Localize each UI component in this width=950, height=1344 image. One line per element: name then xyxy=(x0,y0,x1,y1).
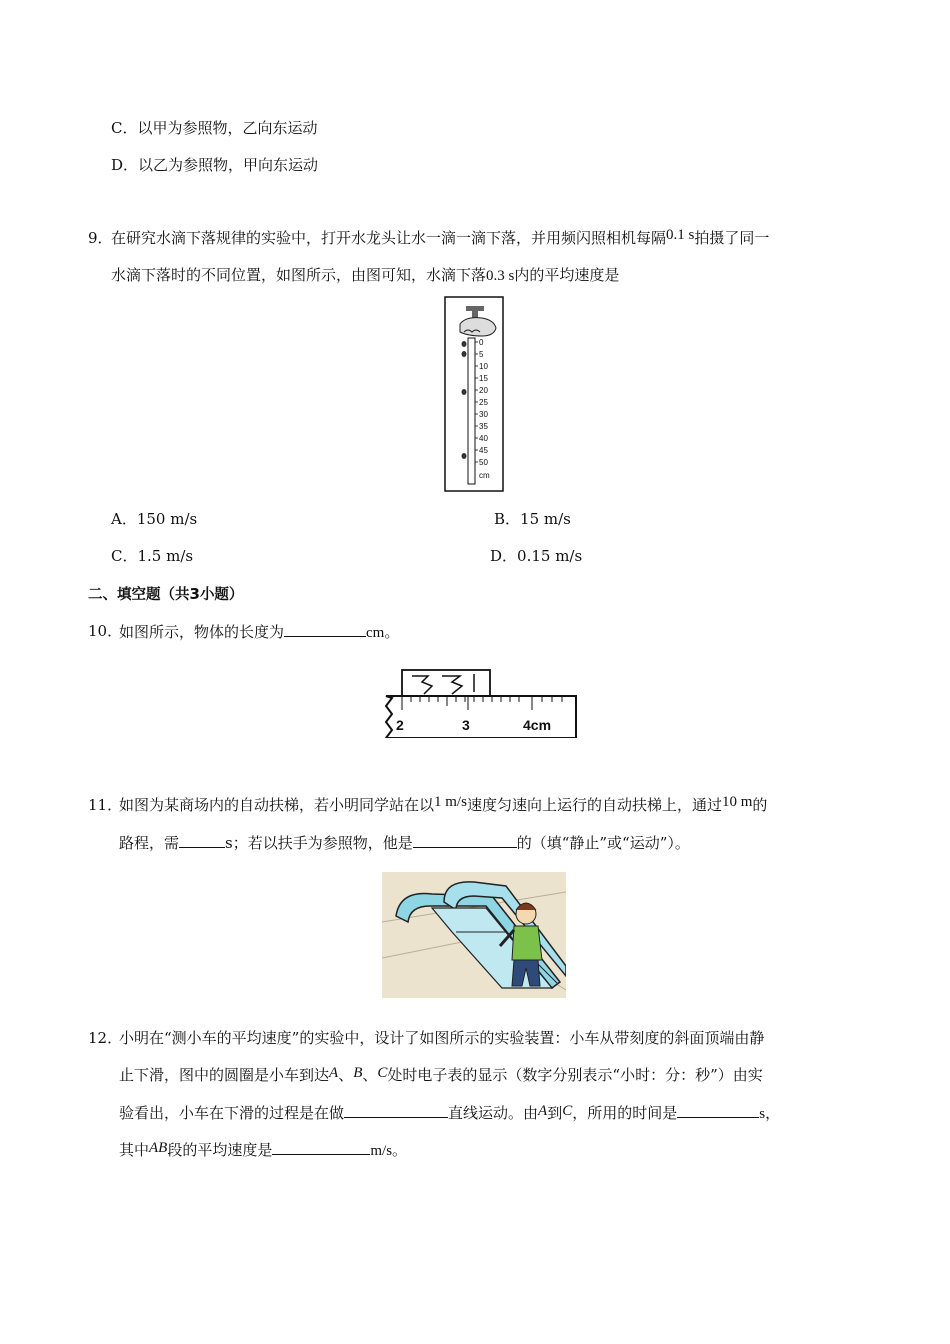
q12-stem-text: 段的平均速度是 xyxy=(167,1141,273,1159)
q12-unit-ms: m/s。 xyxy=(370,1143,408,1159)
section-heading-text: 小题） xyxy=(199,587,244,603)
q8-option-c: C．以甲为参照物，乙向东运动 xyxy=(111,119,318,137)
q12-separator: 、 xyxy=(338,1066,354,1084)
scale-label: 5 xyxy=(479,350,484,359)
scale-label: 40 xyxy=(479,434,488,443)
q12-stem-text: 验看出，小车在下滑的过程是在做 xyxy=(119,1104,345,1122)
scale-label: 0 xyxy=(479,338,484,347)
q10-stem xyxy=(119,621,399,643)
q11-stem-text: 的 xyxy=(752,796,768,814)
scale-label: 35 xyxy=(479,422,488,431)
q9-interval: 0.1 s xyxy=(666,227,695,243)
section-count: 3 xyxy=(189,585,200,603)
ruler-label: 2 xyxy=(396,717,404,733)
q9-option-a[interactable]: A．150 m/s xyxy=(111,510,198,528)
scale-label: 15 xyxy=(479,374,488,383)
water-drop xyxy=(462,341,467,347)
q12-stem-text: 止下滑，图中的圆圈是小车到达 xyxy=(119,1066,330,1084)
q12-unit-s: s， xyxy=(759,1106,781,1122)
q9-stem-text: 内的平均速度是 xyxy=(514,266,620,284)
q12-stem-line4 xyxy=(119,1139,407,1161)
scale-label: 10 xyxy=(479,362,488,371)
q10-number: 10． xyxy=(88,622,123,640)
point-a: A xyxy=(538,1103,548,1119)
q8-option-d: D．以乙为参照物，甲向东运动 xyxy=(111,156,319,174)
q12-answer-blank-motion[interactable] xyxy=(344,1102,448,1118)
q11-stem-text: s；若以扶手为参照物，他是 xyxy=(225,834,413,852)
q10-answer-blank[interactable] xyxy=(284,621,366,637)
scale-label: cm xyxy=(479,471,490,480)
q12-answer-blank-speed[interactable] xyxy=(272,1139,370,1155)
q12-answer-blank-time[interactable] xyxy=(677,1102,759,1118)
q9-duration: 0.3 s xyxy=(486,268,515,284)
q12-stem-line1: 小明在“测小车的平均速度”的实验中，设计了如图所示的实验装置：小车从带刻度的斜面顶端由静 xyxy=(119,1029,765,1047)
scale-label: 25 xyxy=(479,398,488,407)
point-a: A xyxy=(329,1065,339,1081)
q9-stem-text: 拍摄了同一 xyxy=(694,229,770,247)
q9-number: 9． xyxy=(88,229,113,247)
scale-label: 30 xyxy=(479,410,488,419)
q11-figure-escalator xyxy=(382,872,566,998)
point-c: C xyxy=(377,1065,388,1081)
q9-option-b[interactable]: B．15 m/s xyxy=(494,510,571,528)
q11-distance: 10 m xyxy=(721,794,753,810)
q11-stem-text: 路程，需 xyxy=(119,834,180,852)
point-b: B xyxy=(353,1065,363,1081)
q9-option-c[interactable]: C．1.5 m/s xyxy=(111,547,194,565)
q11-speed: 1 m/s xyxy=(434,794,467,810)
ruler-label: 4cm xyxy=(523,717,552,733)
water-drop xyxy=(462,389,467,395)
q12-stem-text: ，所用的时间是 xyxy=(572,1104,678,1122)
q9-stem-line2 xyxy=(111,265,619,286)
q11-answer-blank-state[interactable] xyxy=(413,832,517,848)
scale-label: 50 xyxy=(479,458,488,467)
q11-stem-text: 速度匀速向上运行的自动扶梯上，通过 xyxy=(466,796,722,814)
q9-stem-text: 水滴下落时的不同位置，如图所示，由图可知，水滴下落 xyxy=(111,266,487,284)
q9-stem-line1 xyxy=(111,228,769,249)
q12-stem-text: 到 xyxy=(547,1104,563,1122)
q12-stem-line2 xyxy=(119,1065,763,1086)
q10-unit: cm。 xyxy=(366,625,400,641)
q12-number: 12． xyxy=(88,1029,123,1047)
water-drop xyxy=(462,453,467,459)
q12-separator: 、 xyxy=(362,1066,378,1084)
q11-answer-blank-time[interactable] xyxy=(179,832,225,848)
ruler-label: 3 xyxy=(462,717,470,733)
q11-number: 11． xyxy=(88,796,123,814)
q11-stem-text: 如图为某商场内的自动扶梯，若小明同学站在以 xyxy=(119,796,435,814)
water-drop xyxy=(462,351,467,357)
q9-figure-faucet-scale xyxy=(444,296,504,492)
q9-stem-text: 在研究水滴下落规律的实验中，打开水龙头让水一滴一滴下落，并用频闪照相机每隔 xyxy=(111,229,667,247)
scale-label: 20 xyxy=(479,386,488,395)
section-heading-text: 二、填空题（共 xyxy=(88,587,190,603)
q11-stem-line2 xyxy=(119,832,690,853)
q12-stem-text: 直线运动。由 xyxy=(448,1104,539,1122)
q9-option-d[interactable]: D．0.15 m/s xyxy=(490,547,583,565)
section-heading xyxy=(88,584,243,605)
q10-stem-text: 如图所示，物体的长度为 xyxy=(119,623,285,641)
q12-stem-text: 其中 xyxy=(119,1141,150,1159)
q12-stem-line3 xyxy=(119,1102,780,1124)
point-c: C xyxy=(562,1103,573,1119)
q11-stem-text: 的（填“静止”或“运动”）。 xyxy=(516,834,690,852)
segment-ab: AB xyxy=(149,1140,168,1156)
q12-stem-text: 处时电子表的显示（数字分别表示“小时：分：秒”）由实 xyxy=(387,1066,763,1084)
q10-figure-ruler xyxy=(382,668,582,738)
q11-stem-line1 xyxy=(119,795,767,816)
scale-label: 45 xyxy=(479,446,488,455)
